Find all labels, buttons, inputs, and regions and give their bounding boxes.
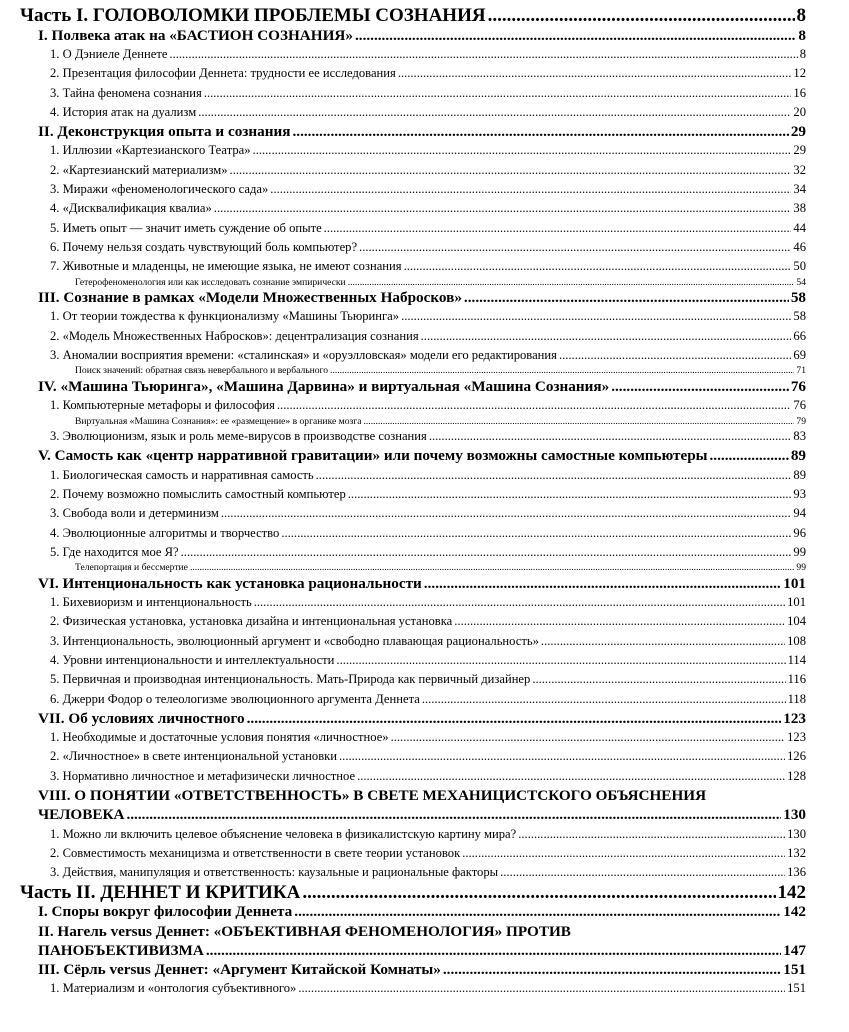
dot-leader xyxy=(422,690,786,709)
toc-entry-title: 3. Интенциональность, эволюционный аргумент и «свободно плавающая рациональность» xyxy=(50,633,539,648)
toc-entry-title: III. Сознание в рамках «Модели Множественных Набросков» xyxy=(38,289,462,307)
toc-entry-title: 1. Бихевиоризм и интенциональность xyxy=(50,595,252,610)
dot-leader xyxy=(404,257,792,276)
dot-leader xyxy=(181,543,792,562)
toc-chapter-entry[interactable] xyxy=(20,902,806,921)
toc-page-number: 12 xyxy=(793,66,806,81)
toc-entry-title: 2. Презентация философии Деннета: трудности ее исследования xyxy=(50,66,396,81)
toc-section-entry[interactable] xyxy=(20,651,806,670)
toc-section-entry[interactable] xyxy=(20,219,806,238)
toc-entry-title: Часть I. ГОЛОВОЛОМКИ ПРОБЛЕМЫ СОЗНАНИЯ xyxy=(20,5,486,26)
toc-page-number: 44 xyxy=(793,220,806,235)
dot-leader xyxy=(270,180,791,199)
toc-entry-title: 3. Нормативно личностное и метафизически личностное xyxy=(50,768,356,783)
toc-page-number: 142 xyxy=(777,881,806,903)
dot-leader xyxy=(424,574,781,593)
dot-leader xyxy=(464,288,789,307)
toc-chapter-entry[interactable] xyxy=(20,26,806,45)
toc-section-entry[interactable] xyxy=(20,84,806,103)
dot-leader xyxy=(221,504,792,523)
toc-entry-title: 1. Материализм и «онтология субъективного» xyxy=(50,981,297,996)
dot-leader xyxy=(348,485,792,504)
toc-entry-title: Телепортация и бессмертие xyxy=(75,562,188,574)
toc-section-entry[interactable] xyxy=(20,632,806,651)
toc-page-number: 130 xyxy=(787,826,806,841)
dot-leader xyxy=(443,960,781,979)
dot-leader xyxy=(169,45,797,64)
toc-page-number: 151 xyxy=(787,981,806,996)
toc-entry-title: I. Споры вокруг философии Деннета xyxy=(38,903,293,921)
dot-leader xyxy=(198,103,791,122)
toc-page-number: 128 xyxy=(787,768,806,783)
dot-leader xyxy=(355,26,796,45)
toc-entry-title: IV. «Машина Тьюринга», «Машина Дарвина» и виртуальная «Машина Сознания» xyxy=(38,377,610,395)
toc-page-number: 32 xyxy=(793,162,806,177)
toc-section-entry[interactable] xyxy=(20,199,806,218)
toc-entry-title-line2-row xyxy=(38,805,806,824)
toc-chapter-entry[interactable] xyxy=(20,922,806,961)
toc-section-entry[interactable] xyxy=(20,979,806,998)
toc-entry-title: 4. Эволюционные алгоритмы и творчество xyxy=(50,525,280,540)
toc-entry-title: 3. Свобода воли и детерминизм xyxy=(50,506,219,521)
toc-page-number: 69 xyxy=(793,348,806,363)
toc-subsection-entry[interactable] xyxy=(20,416,806,428)
toc-page-number: 34 xyxy=(793,182,806,197)
toc-section-entry[interactable] xyxy=(20,767,806,786)
dot-leader xyxy=(204,84,792,103)
dot-leader xyxy=(316,466,792,485)
toc-page-number: 151 xyxy=(783,961,806,979)
toc-entry-title: Гетерофеноменология или как исследовать сознание эмпирически xyxy=(75,276,346,288)
toc-page-number: 101 xyxy=(783,574,806,592)
dot-leader xyxy=(330,365,794,377)
toc-entry-title: ЧЕЛОВЕКА xyxy=(38,806,125,824)
dot-leader xyxy=(488,6,795,26)
toc-entry-title: II. Деконструкция опыта и сознания xyxy=(38,123,291,141)
toc-section-entry[interactable] xyxy=(20,103,806,122)
dot-leader xyxy=(359,238,791,257)
toc-entry-title: 1. Биологическая самость и нарративная самость xyxy=(50,467,314,482)
toc-entry-title: Поиск значений: обратная связь невербального и вербального xyxy=(75,365,329,377)
toc-section-entry[interactable] xyxy=(20,670,806,689)
toc-page-number: 50 xyxy=(793,259,806,274)
toc-entry-title: 6. Почему нельзя создать чувствующий боль компьютер? xyxy=(50,239,358,254)
toc-entry-title: 7. Животные и младенцы, не имеющие языка, не имеют сознания xyxy=(50,259,402,274)
toc-entry-title: 5. Первичная и производная интенциональность. Мать-Природа как первичный дизайнер xyxy=(50,672,531,687)
toc-page-number: 142 xyxy=(783,903,806,921)
dot-leader xyxy=(126,805,781,824)
toc-chapter-entry[interactable] xyxy=(20,377,806,396)
toc-entry-title: 2. Почему возможно помыслить самостный компьютер xyxy=(50,487,346,502)
toc-page-number: 99 xyxy=(793,544,806,559)
toc-section-entry[interactable] xyxy=(20,543,806,562)
toc-page-number: 79 xyxy=(796,415,806,427)
toc-subsection-entry[interactable] xyxy=(20,277,806,289)
toc-section-entry[interactable] xyxy=(20,593,806,612)
toc-page-number: 123 xyxy=(787,730,806,745)
toc-section-entry[interactable] xyxy=(20,690,806,709)
dot-leader xyxy=(401,307,791,326)
toc-chapter-entry[interactable] xyxy=(20,960,806,979)
dot-leader xyxy=(324,219,792,238)
toc-page-number: 8 xyxy=(798,26,806,44)
dot-leader xyxy=(230,161,792,180)
toc-page-number: 29 xyxy=(790,123,806,141)
toc-entry-title: 1. От теории тождества к функционализму «Машины Тьюринга» xyxy=(50,309,400,324)
dot-leader xyxy=(206,941,781,960)
dot-leader xyxy=(429,427,792,446)
toc-section-entry[interactable] xyxy=(20,396,806,415)
dot-leader xyxy=(253,141,792,160)
toc-chapter-entry[interactable] xyxy=(20,574,806,593)
dot-leader xyxy=(611,377,789,396)
toc-entry-title: 1. О Дэниеле Деннете xyxy=(50,47,168,61)
toc-section-entry[interactable] xyxy=(20,307,806,326)
toc-page-number: 108 xyxy=(787,633,806,648)
dot-leader xyxy=(277,396,792,415)
toc-page-number: 114 xyxy=(787,652,806,667)
toc-section-entry[interactable] xyxy=(20,524,806,543)
dot-leader xyxy=(518,825,785,844)
toc-page-number: 66 xyxy=(793,328,806,343)
toc-page-number: 83 xyxy=(793,429,806,444)
toc-part-entry[interactable] xyxy=(20,883,806,903)
toc-page-number: 8 xyxy=(799,47,806,61)
toc-section-entry[interactable] xyxy=(20,728,806,747)
toc-entry-title: Часть II. ДЕННЕТ И КРИТИКА xyxy=(20,881,301,903)
toc-page-number: 101 xyxy=(787,595,806,610)
dot-leader xyxy=(302,883,775,903)
toc-page-number: 54 xyxy=(796,276,806,288)
toc-entry-title: Виртуальная «Машина Сознания»: ее «размещение» в органике мозга xyxy=(75,415,362,427)
toc-section-entry[interactable] xyxy=(20,346,806,365)
dot-leader xyxy=(336,651,785,670)
toc-section-entry[interactable] xyxy=(20,612,806,631)
toc-page-number: 46 xyxy=(793,239,806,254)
dot-leader xyxy=(339,747,785,766)
toc-entry-title: VI. Интенциональность как установка рациональности xyxy=(38,574,422,592)
toc-page-number: 93 xyxy=(793,487,806,502)
toc-entry-title: 3. Миражи «феноменологического сада» xyxy=(50,182,269,197)
dot-leader xyxy=(214,199,792,218)
dot-leader xyxy=(364,416,795,428)
toc-entry-title: 1. Необходимые и достаточные условия понятия «личностное» xyxy=(50,730,389,745)
dot-leader xyxy=(298,979,785,998)
toc-section-entry[interactable] xyxy=(20,238,806,257)
dot-leader xyxy=(500,863,785,882)
toc-entry-title: 1. Можно ли включить целевое объяснение человека в физикалистскую картину мира? xyxy=(50,826,517,841)
toc-page-number: 89 xyxy=(793,467,806,482)
toc-entry-title: 1. Компьютерные метафоры и философия xyxy=(50,398,275,413)
toc-entry-title: 3. Тайна феномена сознания xyxy=(50,85,202,100)
toc-page-number: 116 xyxy=(787,672,806,687)
toc-entry-title: 3. Действия, манипуляция и ответственность: каузальные и рациональные факторы xyxy=(50,865,499,880)
dot-leader xyxy=(281,524,791,543)
dot-leader xyxy=(292,122,788,141)
dot-leader xyxy=(247,709,782,728)
toc-section-entry[interactable] xyxy=(20,64,806,83)
toc-section-entry[interactable] xyxy=(20,466,806,485)
toc-section-entry[interactable] xyxy=(20,161,806,180)
toc-entry-title: ПАНОБЪЕКТИВИЗМА xyxy=(38,941,204,959)
toc-section-entry[interactable] xyxy=(20,825,806,844)
toc-page-number: 71 xyxy=(796,365,806,377)
toc-page-number: 118 xyxy=(787,691,806,706)
toc-entry-title: 3. Аномалии восприятия времени: «сталинская» и «оруэлловская» модели его редактирования xyxy=(50,348,557,363)
dot-leader xyxy=(532,670,785,689)
dot-leader xyxy=(398,64,792,83)
toc-entry-title: 2. Физическая установка, установка дизайна и интенциональная установка xyxy=(50,614,453,629)
toc-page-number: 136 xyxy=(787,865,806,880)
dot-leader xyxy=(462,844,785,863)
toc-section-entry[interactable] xyxy=(20,863,806,882)
dot-leader xyxy=(454,612,785,631)
toc-entry-title: 2. Совместимость механицизма и ответственности в свете теории установок xyxy=(50,845,461,860)
toc-section-entry[interactable] xyxy=(20,844,806,863)
toc-section-entry[interactable] xyxy=(20,504,806,523)
toc-page-number: 94 xyxy=(793,506,806,521)
toc-entry-title: I. Полвека атак на «БАСТИОН СОЗНАНИЯ» xyxy=(38,26,353,44)
toc-page-number: 38 xyxy=(793,201,806,216)
toc-section-entry[interactable] xyxy=(20,485,806,504)
toc-page-number: 76 xyxy=(793,398,806,413)
toc-chapter-entry[interactable] xyxy=(20,709,806,728)
toc-entry-title: VII. Об условиях личностного xyxy=(38,709,245,727)
toc-chapter-entry[interactable] xyxy=(20,288,806,307)
dot-leader xyxy=(710,446,789,465)
toc-entry-title: III. Сёрль versus Деннет: «Аргумент Китайской Комнаты» xyxy=(38,961,441,979)
dot-leader xyxy=(254,593,785,612)
toc-page-number: 76 xyxy=(790,377,806,395)
dot-leader xyxy=(391,728,786,747)
toc-subsection-entry[interactable] xyxy=(20,365,806,377)
toc-section-entry[interactable] xyxy=(20,747,806,766)
toc-page-number: 58 xyxy=(790,289,806,307)
toc-chapter-entry[interactable] xyxy=(20,786,806,825)
toc-entry-title: 4. Уровни интенциональности и интеллектуальности xyxy=(50,652,335,667)
toc-page-number: 29 xyxy=(793,143,806,158)
toc-entry-title-line1: VIII. О ПОНЯТИИ «ОТВЕТСТВЕННОСТЬ» В СВЕТЕ МЕХАНИЦИСТСКОГО ОБЪЯСНЕНИЯ xyxy=(38,787,707,805)
toc-section-entry[interactable] xyxy=(20,327,806,346)
toc-section-entry[interactable] xyxy=(20,427,806,446)
dot-leader xyxy=(541,632,785,651)
dot-leader xyxy=(190,562,794,574)
toc-entry-title: 4. История атак на дуализм xyxy=(50,104,197,119)
toc-page-number: 126 xyxy=(787,749,806,764)
dot-leader xyxy=(348,277,795,289)
toc-page-number: 123 xyxy=(783,709,806,727)
toc-page-number: 132 xyxy=(787,845,806,860)
toc-entry-title: V. Самость как «центр нарративной гравитации» или почему возможны самостные компьютеры xyxy=(38,447,708,465)
toc-page-number: 89 xyxy=(790,447,806,465)
toc-section-entry[interactable] xyxy=(20,45,806,64)
toc-entry-title: 2. «Модель Множественных Набросков»: децентрализация сознания xyxy=(50,328,419,343)
toc-entry-title: 6. Джерри Фодор о телеологизме эволюционного аргумента Деннета xyxy=(50,691,420,706)
toc-page-number: 8 xyxy=(796,5,806,26)
toc-entry-title-line2-row xyxy=(38,941,806,960)
toc-entry-title: 2. «Картезианский материализм» xyxy=(50,162,228,177)
toc-page-number: 99 xyxy=(796,562,806,574)
toc-entry-title: 3. Эволюционизм, язык и роль меме-вирусов в производстве сознания xyxy=(50,429,427,444)
toc-section-entry[interactable] xyxy=(20,180,806,199)
dot-leader xyxy=(357,767,785,786)
toc-subsection-entry[interactable] xyxy=(20,562,806,574)
toc-page-number: 20 xyxy=(793,104,806,119)
toc-chapter-entry[interactable] xyxy=(20,446,806,465)
dot-leader xyxy=(559,346,791,365)
toc-chapter-entry[interactable] xyxy=(20,122,806,141)
toc-page-number: 130 xyxy=(783,806,806,824)
dot-leader xyxy=(421,327,792,346)
toc-page-number: 147 xyxy=(783,941,806,959)
table-of-contents xyxy=(20,0,806,999)
toc-entry-title-line1: II. Нагель versus Деннет: «ОБЪЕКТИВНАЯ ФЕНОМЕНОЛОГИЯ» ПРОТИВ xyxy=(38,922,571,940)
dot-leader xyxy=(294,902,781,921)
toc-page-number: 58 xyxy=(793,309,806,324)
toc-page-number: 96 xyxy=(793,525,806,540)
toc-page-number: 16 xyxy=(793,85,806,100)
toc-entry-title: 5. Иметь опыт — значит иметь суждение об опыте xyxy=(50,220,322,235)
toc-page-number: 104 xyxy=(787,614,806,629)
toc-entry-title: 5. Где находится мое Я? xyxy=(50,544,179,559)
toc-section-entry[interactable] xyxy=(20,141,806,160)
toc-section-entry[interactable] xyxy=(20,257,806,276)
toc-entry-title: 1. Иллюзии «Картезианского Театра» xyxy=(50,143,251,158)
toc-entry-title: 2. «Личностное» в свете интенциональной установки xyxy=(50,749,338,764)
toc-part-entry[interactable] xyxy=(20,6,806,26)
toc-entry-title: 4. «Дисквалификация квалиа» xyxy=(50,201,212,216)
